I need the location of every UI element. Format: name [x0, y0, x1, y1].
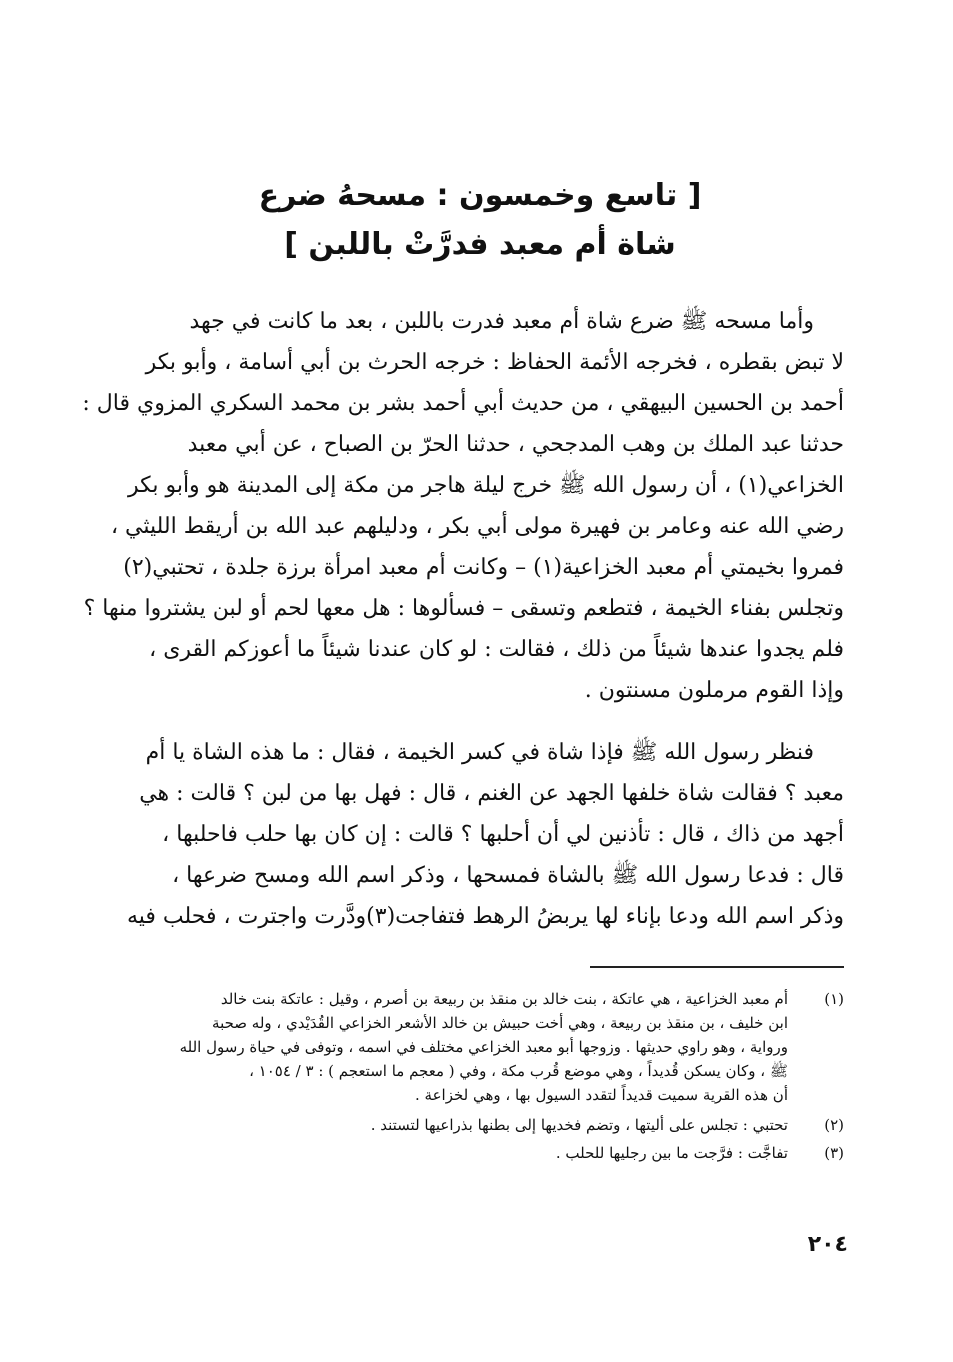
footnote-3 [140, 1142, 844, 1164]
text-line: أجهد من ذاك ، قال : تأذنين لي أن أحلبها ؟ قالت : إن كان بها حلب فاحلبها ، [162, 822, 844, 847]
footnote-1-cont [140, 1012, 844, 1034]
footnote-text-line: أم معبد الخزاعية ، هي عاتكة ، بنت خالد بن منقذ بن ربيعة بن أصرم ، وقيل : عاتكة بنت خالد [220, 990, 788, 1008]
footnote-text-line: ورواية ، وهو راوي حديثها . وزوجها أبو معبد الخزاعي مختلف في اسمه ، وتوفى في حياة رسول الله [179, 1038, 788, 1056]
footnote-1-cont [140, 1060, 844, 1082]
footnote-text-line: ﷺ ، وكان يسكن قُديداً ، وهي موضع قُرب مكة ، وفي ( معجم ما استعجم ) : ٣ / ١٠٥٤ ، [249, 1062, 788, 1080]
footnote-text-line: أن هذه القرية سميت قديداً لتقدد السيول بها ، وهي لخزاعة . [415, 1086, 788, 1104]
footnote-number: (٢) [824, 1116, 844, 1134]
footnote-1 [140, 988, 844, 1010]
footnote-divider [590, 966, 844, 968]
footnote-2 [140, 1114, 844, 1136]
text-line: فنظر رسول الله ﷺ فإذا شاة في كسر الخيمة ، فقال : ما هذه الشاة يا أم [145, 740, 814, 765]
text-line: فمروا بخيمتي أم معبد الخزاعية(١) – وكانت أم معبد امرأة برزة جلدة ، تحتبي(٢) [123, 555, 844, 580]
footnote-number: (١) [824, 990, 844, 1008]
text-line: فلم يجدوا عندها شيئاً من ذلك ، فقالت : لو كان عندنا شيئاً ما أعوزكم القرى ، [149, 637, 844, 662]
text-line: قال : فدعا رسول الله ﷺ بالشاة فمسحها ، وذكر اسم الله ومسح ضرعها ، [172, 863, 844, 888]
chapter-heading-line-2: شاة أم معبد فدرَّتْ باللبن ] [284, 227, 676, 262]
text-line: وإذا القوم مرملون مسنتون . [584, 678, 844, 703]
footnote-text-line: تفاجَّت : فرَّجت ما بين رجليها للحلب . [555, 1144, 788, 1162]
text-line: معبد ؟ فقالت شاة خلفها الجهد عن الغنم ، قال : فهل بها من لبن ؟ قالت : هي [139, 781, 844, 806]
footnote-number: (٣) [824, 1144, 844, 1162]
text-line: وأما مسحه ﷺ ضرع شاة أم معبد فدرت باللبن ، بعد ما كانت في جهد [189, 309, 814, 334]
text-line: أحمد بن الحسين البيهقي ، من حديث أبي أحمد بشر بن محمد السكري المزوي قال : [82, 391, 844, 416]
footnote-text-line: تحتبي : تجلس على أليتها ، وتضم فخديها إلى بطنها بذراعيها لتستند . [370, 1116, 788, 1134]
chapter-heading-line-1: [ تاسع وخمسون : مسحهُ ضرع [258, 178, 702, 213]
text-line: الخزاعي(١) ، أن رسول الله ﷺ خرج ليلة هاجر من مكة إلى المدينة هو وأبو بكر [128, 473, 844, 498]
footnote-1-cont [140, 1084, 844, 1106]
text-line: لا تبض بقطره ، فخرجه الأئمة الحفاظ : خرجه الحرث بن أبي أسامة ، وأبو بكر [145, 350, 844, 375]
footnote-1-cont [140, 1036, 844, 1058]
text-line: رضي الله عنه وعامر بن فهيرة مولى أبي بكر ، ودليلهم عبد الله بن أريقط الليثي ، [110, 514, 844, 539]
page-number: ٢٠٤ [807, 1232, 848, 1257]
text-line: حدثنا عبد الملك بن وهب المدجحي ، حدثنا الحرّ بن الصباح ، عن أبي معبد [187, 432, 844, 457]
text-line: وذكر اسم الله ودعا بإناء لها يربضُ الرهط فتفاجت(٣)ودَّرت واجترت ، فحلب فيه [126, 904, 844, 929]
footnote-text-line: ابن خليف ، بن منقذ بن ربيعة ، وهي أخت حبيش بن خالد الأشعر الخزاعي القُدَيْدي ، وله صحبة [212, 1014, 788, 1032]
text-line: وتجلس بفناء الخيمة ، فتطعم وتسقى – فسألوها : هل معها لحم أو لبن يشتروا منها ؟ [83, 596, 844, 621]
